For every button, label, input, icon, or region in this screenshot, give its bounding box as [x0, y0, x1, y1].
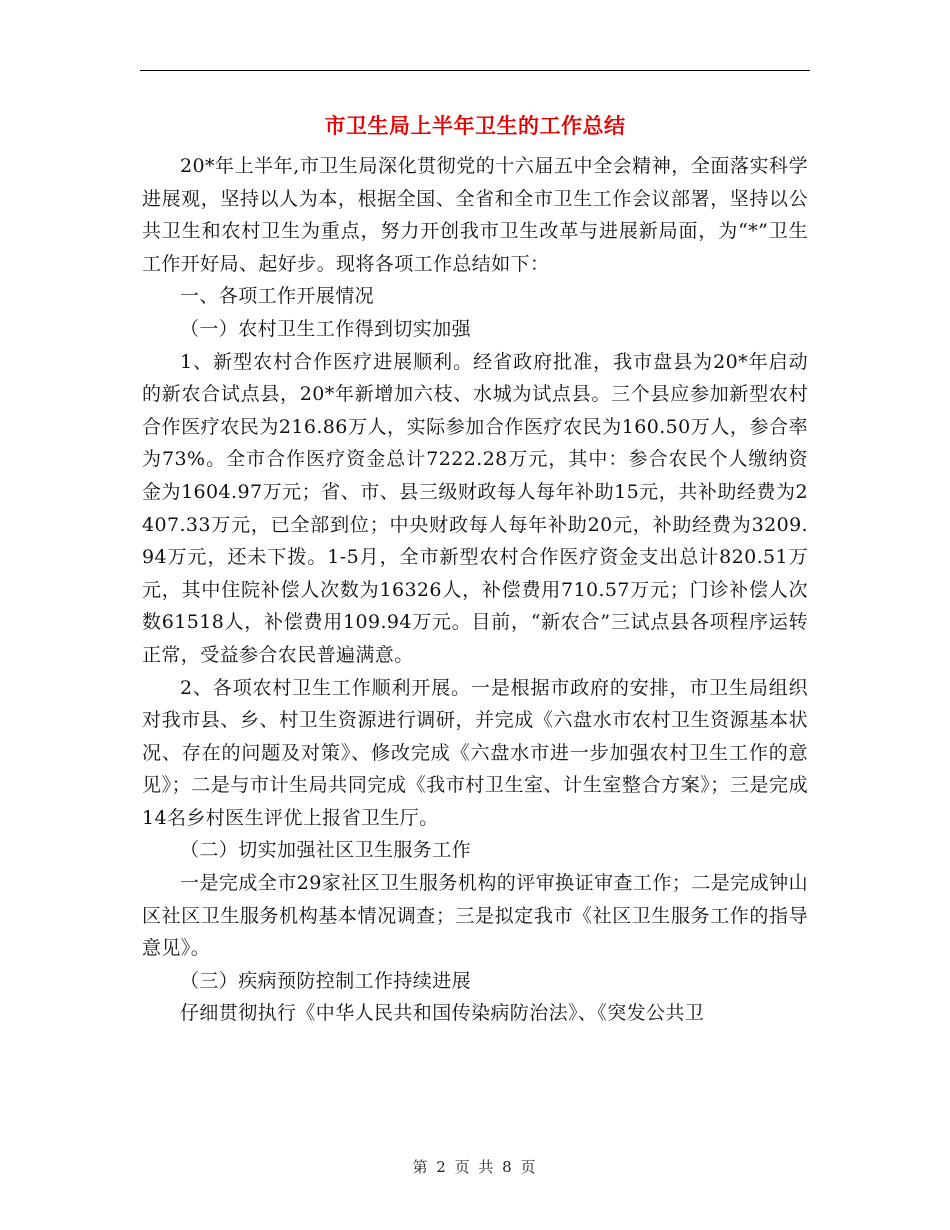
subsection-heading: （二）切实加强社区卫生服务工作 — [180, 839, 472, 862]
body-paragraph: 1、新型农村合作医疗进展顺利。经省政府批准，我市盘县为20*年启动的新农合试点县，20*年新增加六枝、水城为试点县。三个县应参加新型农村合作医疗农民为216.86万人，实际参加合作医疗农民为160.50万人，参合率为73%。全市合作医疗资金总计7222.28万元，其中：参合农民个人缴纳资金为1604.97万元；省、市、县三级财政每人每年补助15元，共补助经费为2407.33万元，已全部到位；中央财政每人每年补助20元，补助经费为3209.94万元，还未下拨。1-5月，全市新型农村合作医疗资金支出总计820.51万元，其中住院补偿人次数为16326人，补偿费用710.57万元；门诊补偿人次数61518人，补偿费用109.94万元。目前，“新农合”三试点县各项程序运转正常，受益参合农民普遍满意。 — [142, 350, 808, 666]
page-number-footer: 第 2 页 共 8 页 — [412, 1158, 538, 1176]
body-paragraph: 一是完成全市29家社区卫生服务机构的评审换证审查工作；二是完成钟山区社区卫生服务机构基本情况调查；三是拟定我市《社区卫生服务工作的指导意见》。 — [142, 872, 808, 960]
body-paragraph: 仔细贯彻执行《中华人民共和国传染病防治法》、《突发公共卫 — [180, 1002, 705, 1025]
subsection-heading: （一）农村卫生工作得到切实加强 — [180, 317, 472, 340]
subsection-heading: （三）疾病预防控制工作持续进展 — [180, 969, 472, 992]
body-paragraph: 2、各项农村卫生工作顺利开展。一是根据市政府的安排，市卫生局组织对我市县、乡、村卫生资源进行调研，并完成《六盘水市农村卫生资源基本状况、存在的问题及对策》、修改完成《六盘水市进一步加强农村卫生工作的意见》；二是与市计生局共同完成《我市村卫生室、计生室整合方案》；三是完成14名乡村医生评优上报省卫生厅。 — [142, 676, 808, 829]
intro-paragraph: 20*年上半年,市卫生局深化贯彻党的十六届五中全会精神，全面落实科学进展观，坚持以人为本，根据全国、全省和全市卫生工作会议部署，坚持以公共卫生和农村卫生为重点，努力开创我市卫生改革与进展新局面，为“*”卫生工作开好局、起好步。现将各项工作总结如下： — [142, 155, 808, 275]
section-heading: 一、各项工作开展情况 — [180, 285, 375, 308]
header-rule — [140, 70, 810, 71]
document-body — [142, 150, 808, 1030]
document-title: 市卫生局上半年卫生的工作总结 — [324, 114, 626, 138]
